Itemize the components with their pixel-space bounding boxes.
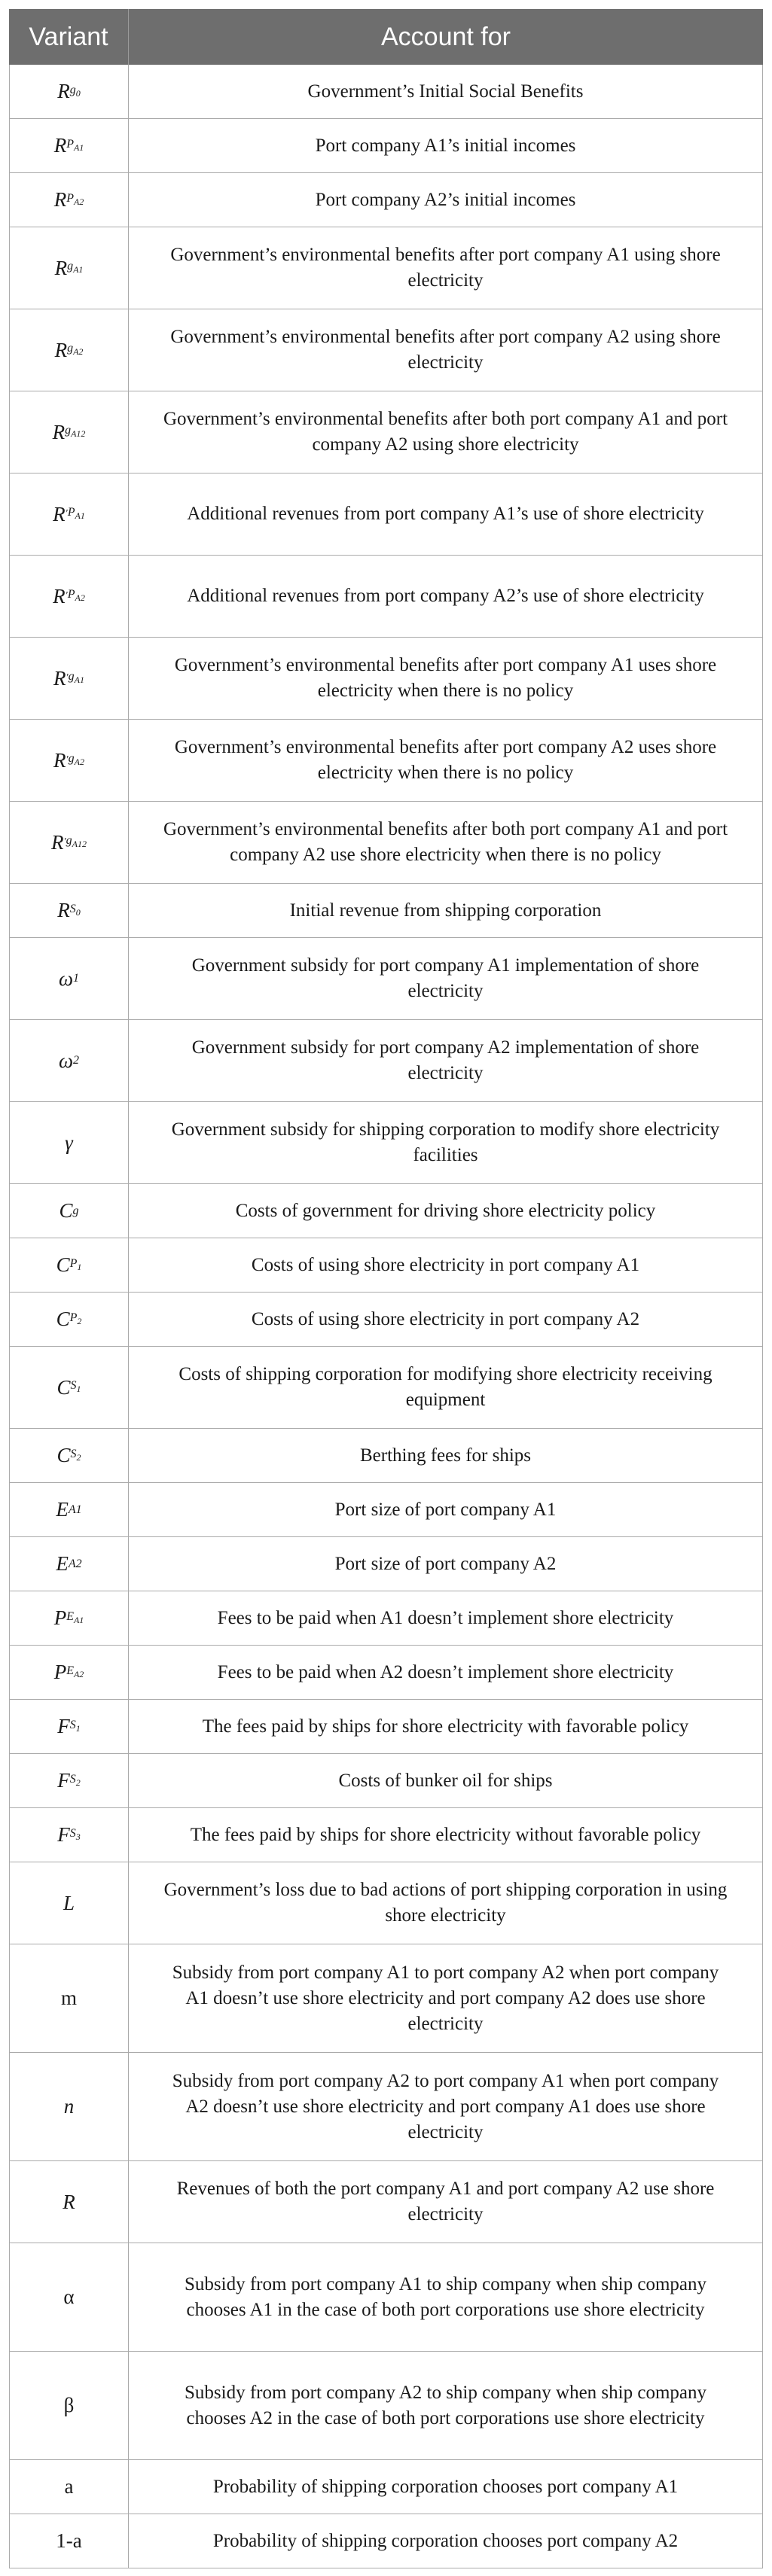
table-row: [9, 1944, 763, 2053]
variant-symbol: P $E_{A2}$: [10, 1646, 129, 1699]
variant-symbol: C $P_2$: [10, 1293, 129, 1346]
variant-description: The fees paid by ships for shore electricity without favorable policy: [190, 1824, 701, 1845]
variant-description: Initial revenue from shipping corporation: [289, 900, 602, 921]
variant-description: Government subsidy for port company A1 implementation of shore electricity: [191, 955, 700, 1001]
variant-symbol: L: [10, 1862, 129, 1944]
variant-symbol: C g: [10, 1184, 129, 1238]
variant-symbol: C $S_1$: [10, 1347, 129, 1428]
variant-description: Government’s environmental benefits after both port company A1 and port company A2 using shore electricity: [163, 409, 728, 455]
table-row: [9, 1862, 763, 1944]
table-row: [9, 2460, 763, 2514]
variant-symbol: R ′ $P_{A2}$: [10, 556, 129, 637]
table-row: [9, 473, 763, 556]
variant-symbol: F $S_2$: [10, 1754, 129, 1807]
variant-symbol: ω 2: [10, 1020, 129, 1101]
variant-symbol: R $g_{A12}$: [10, 391, 129, 473]
table-row: [9, 1537, 763, 1591]
variant-description: Costs of using shore electricity in port company A1: [251, 1254, 640, 1275]
table-row: [9, 1293, 763, 1347]
variant-symbol: E A2: [10, 1537, 129, 1591]
variant-description: Subsidy from port company A2 to port company A1 when port company A2 doesn’t use shore electricity and port company A1 does use shore electricity: [172, 2070, 719, 2142]
variant-symbol: R $P_{A2}$: [10, 173, 129, 227]
table-row: [9, 1754, 763, 1808]
variant-symbol: R $g_0$: [10, 65, 129, 118]
variant-symbol: F $S_1$: [10, 1700, 129, 1753]
table-row: [9, 227, 763, 309]
table-row: [9, 802, 763, 884]
variant-description: Revenues of both the port company A1 and port company A2 use shore electricity: [176, 2179, 715, 2224]
variant-symbol: R: [10, 2161, 129, 2243]
variant-description: Probability of shipping corporation chooses port company A1: [212, 2476, 679, 2497]
variant-description: Port size of port company A1: [334, 1499, 557, 1520]
table-body: [9, 65, 763, 2568]
header-variant: Variant: [9, 9, 129, 65]
variant-description: Port size of port company A2: [334, 1553, 557, 1574]
variant-symbol: P $E_{A1}$: [10, 1591, 129, 1645]
table-row: [9, 1646, 763, 1700]
table-row: [9, 1700, 763, 1754]
variant-description: Government’s loss due to bad actions of port shipping corporation in using shore electricity: [163, 1880, 728, 1926]
variant-symbol: R ′ $g_{A1}$: [10, 638, 129, 719]
table-row: [9, 720, 763, 802]
variant-description: Subsidy from port company A2 to ship company when ship company chooses A2 in the case of both port corporations use shore electricity: [185, 2382, 706, 2428]
table-row: [9, 2161, 763, 2243]
variant-symbol: C $P_1$: [10, 1238, 129, 1292]
variant-description: Government’s environmental benefits after port company A2 using shore electricity: [170, 327, 721, 373]
variant-description: Costs of using shore electricity in port company A2: [251, 1308, 640, 1329]
variant-description: Berthing fees for ships: [359, 1445, 532, 1466]
variant-symbol: R ′ $g_{A2}$: [10, 720, 129, 801]
table-row: [9, 65, 763, 119]
table-row: [9, 119, 763, 173]
variant-symbol: 1-a: [10, 2514, 129, 2568]
variant-symbol: n: [10, 2053, 129, 2160]
table-row: [9, 1808, 763, 1862]
variant-symbol: β: [10, 2352, 129, 2459]
variant-description: Subsidy from port company A1 to ship company when ship company chooses A1 in the case of both port corporations use shore electricity: [185, 2273, 706, 2320]
table-row: [9, 2514, 763, 2568]
table-header: [9, 9, 763, 65]
table-row: [9, 1591, 763, 1646]
variant-symbol: E A1: [10, 1483, 129, 1536]
table-row: [9, 2053, 763, 2161]
variant-symbol: F $S_3$: [10, 1808, 129, 1862]
table-row: [9, 1483, 763, 1537]
variant-description: Costs of government for driving shore electricity policy: [235, 1200, 656, 1221]
variant-description: Government’s environmental benefits after port company A1 uses shore electricity when there is no policy: [174, 655, 717, 701]
table-row: [9, 173, 763, 227]
variant-description: Government’s environmental benefits after port company A1 using shore electricity: [170, 245, 721, 291]
variant-description: Costs of bunker oil for ships: [338, 1770, 553, 1791]
variant-description: Government subsidy for port company A2 implementation of shore electricity: [191, 1037, 700, 1083]
variant-symbol: C $S_2$: [10, 1429, 129, 1482]
table-row: [9, 309, 763, 391]
table-row: [9, 884, 763, 938]
variables-table: [9, 9, 763, 2568]
variant-symbol: R $P_{A1}$: [10, 119, 129, 172]
table-row: [9, 556, 763, 638]
table-row: [9, 1347, 763, 1429]
variant-symbol: m: [10, 1944, 129, 2052]
table-row: [9, 1238, 763, 1293]
variant-description: Fees to be paid when A1 doesn’t implement shore electricity: [217, 1607, 674, 1628]
variant-description: Port company A2’s initial incomes: [315, 189, 576, 210]
variant-symbol: α: [10, 2243, 129, 2351]
variant-description: Port company A1’s initial incomes: [315, 135, 576, 156]
variant-description: Government’s environmental benefits after both port company A1 and port company A2 use shore electricity when there is no policy: [163, 819, 728, 865]
variant-description: Fees to be paid when A2 doesn’t implement shore electricity: [217, 1661, 674, 1682]
variant-symbol: R ′ $P_{A1}$: [10, 473, 129, 555]
variant-description: The fees paid by ships for shore electricity with favorable policy: [202, 1716, 689, 1737]
variant-description: Government subsidy for shipping corporation to modify shore electricity facilities: [171, 1119, 720, 1165]
table-row: [9, 2243, 763, 2352]
variant-symbol: R ′ $g_{A12}$: [10, 802, 129, 883]
table-row: [9, 1184, 763, 1238]
table-row: [9, 1020, 763, 1102]
table-row: [9, 1429, 763, 1483]
header-account-for: Account for: [381, 22, 511, 51]
variant-symbol: ω 1: [10, 938, 129, 1019]
variant-symbol: a: [10, 2460, 129, 2514]
variant-description: Government’s Initial Social Benefits: [307, 81, 584, 102]
variant-description: Costs of shipping corporation for modifying shore electricity receiving equipment: [179, 1364, 712, 1410]
table-row: [9, 638, 763, 720]
table-row: [9, 938, 763, 1020]
variant-symbol: R $g_{A2}$: [10, 309, 129, 391]
variant-symbol: R $S_0$: [10, 884, 129, 937]
variant-symbol: γ: [10, 1102, 129, 1183]
variant-description: Probability of shipping corporation chooses port company A2: [212, 2530, 679, 2551]
table-row: [9, 1102, 763, 1184]
table-row: [9, 391, 763, 473]
variant-description: Subsidy from port company A1 to port company A2 when port company A1 doesn’t use shore electricity and port company A2 does use shore electricity: [172, 1962, 719, 2034]
table-row: [9, 2352, 763, 2460]
variant-description: Additional revenues from port company A1’s use of shore electricity: [187, 504, 704, 524]
variant-description: Additional revenues from port company A2’s use of shore electricity: [187, 586, 704, 606]
variant-description: Government’s environmental benefits after port company A2 uses shore electricity when there is no policy: [174, 737, 717, 783]
variant-symbol: R $g_{A1}$: [10, 227, 129, 309]
